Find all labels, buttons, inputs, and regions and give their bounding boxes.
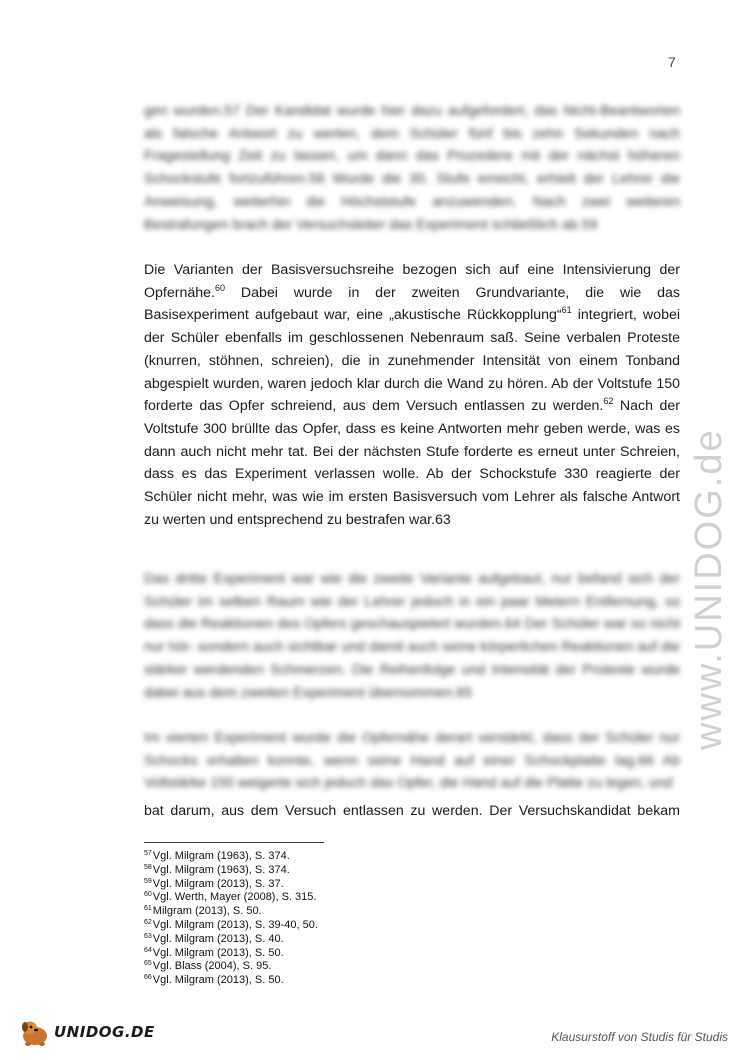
- footnote-text: Vgl. Milgram (1963), S. 374.: [152, 863, 290, 876]
- footnote-number: 65: [144, 960, 152, 968]
- footnote-item: [144, 905, 318, 919]
- footnote-number: 60: [144, 891, 152, 899]
- footnote-divider: [144, 842, 324, 843]
- footnote-number: 59: [144, 877, 152, 885]
- footnote-item: [144, 891, 318, 905]
- footnote-number: 61: [144, 905, 152, 913]
- footnote-item: [144, 850, 318, 864]
- footnote-list: [144, 850, 318, 988]
- footnote-text: Vgl. Milgram (2013), S. 50.: [152, 974, 284, 987]
- footnote-ref-60: 60: [215, 282, 226, 293]
- footnote-text: Milgram (2013), S. 50.: [152, 905, 262, 918]
- main-text-4: Nach der Voltstufe 300 brüllte das Opfer, dass es keine Antworten mehr geben werde, was es dann auch nicht mehr tat. Bei der nächsten Stufe forderte es erneut unter Schreien, dass es das Experiment verlassen wolle. Ab der Schockstufe 330 reagierte der Schüler nicht mehr, was wie im ersten Basisversuch vom Lehrer als falsche Antwort zu werten und entsprechend zu bestrafen war.63: [144, 398, 680, 528]
- footnote-item: [144, 919, 318, 933]
- main-text-2: Dabei wurde in der zweiten Grundvariante, die wie das Basisexperiment aufgebaut war, eine „akustische Rückkopplung“: [144, 284, 680, 324]
- page-number: 7: [668, 54, 676, 70]
- footnote-item: [144, 878, 318, 892]
- main-text-3: integriert, wobei der Schüler ebenfalls im geschlossenen Nebenraum saß. Seine verbalen Proteste (knurren, stöhnen, schreien), die in zunehmender Intensität von einem Tonband abgespielt wurden, waren jedoch klar durch die Wand zu hören. Ab der Voltstufe 150 forderte das Opfer schreiend, aus dem Versuch entlassen zu werden.: [144, 307, 681, 415]
- blurred-paragraph-middle: Das dritte Experiment war wie die zweite Variante aufgebaut, nur befand sich der Schüler im selben Raum wie der Lehrer jedoch in ein paar Metern Entfernung, so dass die Reaktionen des Opfers geschauspielert wurden.64 Der Schüler war so nicht nur hör- sondern auch sichtbar und damit auch seine körperlichen Reaktionen auf die stärker werdenden Schmerzen. Die Reihenfolge und Intensität der Proteste wurde dabei aus dem zweiten Experiment übernommen.65: [144, 571, 680, 701]
- footnote-text: Vgl. Werth, Mayer (2008), S. 315.: [152, 891, 317, 904]
- footnote-number: 57: [144, 850, 152, 857]
- footnote-number: 66: [144, 974, 152, 982]
- blurred-paragraph-bottom: Im vierten Experiment wurde die Opfernähe derart verstärkt, dass der Schüler nur Schocks erhalten konnte, wenn seine Hand auf einer Schockplatte lag.66 Ab Voltstärke 150 weigerte sich jedoch das Opfer, die Hand auf die Platte zu legen, und: [144, 730, 680, 792]
- blurred-paragraph-top: gen wurden.57 Der Kandidat wurde hier dazu aufgefordert, das Nicht-Beantworten als falsche Antwort zu werten, dem Schüler fünf bis zehn Sekunden nach Fragestellung Zeit zu lassen, um dann das Prozedere mit der nächst höheren Schockstufe fortzuführen.58 Wurde die 30. Stufe erreicht, erhielt der Lehrer die Anweisung, weiterhin die Höchststufe anzuwenden. Nach zwei weiteren Bestrafungen brach der Versuchsleiter das Experiment schließlich ab.59: [144, 103, 680, 233]
- footnote-item: [144, 960, 318, 974]
- footnote-text: Vgl. Milgram (2013), S. 37.: [152, 877, 284, 890]
- footnote-number: 63: [144, 932, 152, 940]
- footnote-item: [144, 947, 318, 961]
- unidog-logo[interactable]: [18, 1016, 155, 1048]
- footnote-text: Vgl. Milgram (2013), S. 39-40, 50.: [152, 918, 318, 931]
- main-text-1: Die Varianten der Basisversuchsreihe bezogen sich auf eine Intensivierung der Opfernähe.: [144, 262, 680, 301]
- logo-text: UNIDOG.DE: [54, 1023, 155, 1041]
- footnote-item: [144, 974, 318, 988]
- footnote-text: Vgl. Blass (2004), S. 95.: [152, 960, 272, 973]
- footnote-item: [144, 933, 318, 947]
- footnote-number: 64: [144, 946, 152, 954]
- tagline: Klausurstoff von Studis für Studis: [551, 1030, 728, 1044]
- footnote-text: Vgl. Milgram (2013), S. 50.: [152, 946, 284, 959]
- footnote-text: Vgl. Milgram (1963), S. 374.: [152, 850, 290, 862]
- footnote-item: [144, 864, 318, 878]
- footnote-number: 58: [144, 863, 152, 871]
- watermark: www.UNIDOG.de: [688, 428, 730, 750]
- main-paragraph: [144, 259, 680, 531]
- sharp-last-line: bat darum, aus dem Versuch entlassen zu werden. Der Versuchskandidat bekam: [144, 803, 680, 819]
- footnote-ref-62: 62: [603, 396, 614, 407]
- footnote-number: 62: [144, 918, 152, 926]
- footnote-text: Vgl. Milgram (2013), S. 40.: [152, 932, 284, 945]
- dog-icon: [18, 1016, 52, 1048]
- footnote-ref-61: 61: [561, 305, 572, 316]
